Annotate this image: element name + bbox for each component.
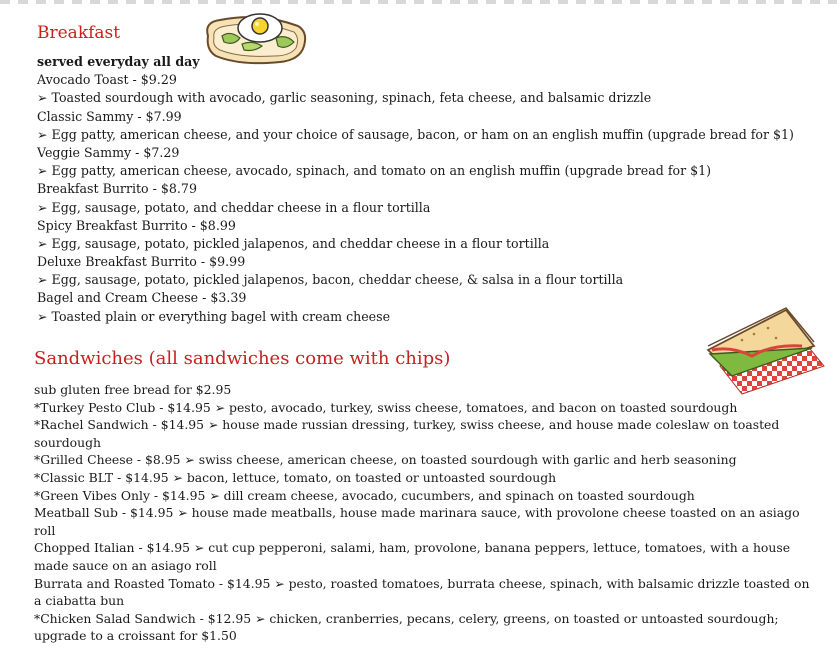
menu-item-description: ➢ Egg patty, american cheese, and your choice of sausage, bacon, or ham on an english muffin (upgrade bread for $1) (37, 126, 794, 142)
menu-item-description: ➢ Egg patty, american cheese, avocado, spinach, and tomato on an english muffin (upgrade bread for $1) (37, 163, 712, 179)
sandwiches-heading: Sandwiches (all sandwiches come with chips) (34, 348, 451, 369)
menu-item: Avocado Toast - $9.29 (37, 72, 177, 88)
menu-item: Meatball Sub - $14.95 ➢ house made meatballs, house made marinara sauce, with provolone cheese toasted on an asiago roll (34, 505, 800, 538)
gluten-free-note: sub gluten free bread for $2.95 (34, 382, 232, 397)
menu-item: Veggie Sammy - $7.29 (37, 144, 180, 160)
menu-item-description: ➢ Toasted sourdough with avocado, garlic seasoning, spinach, feta cheese, and balsamic drizzle (37, 90, 652, 106)
breakfast-heading: Breakfast (37, 23, 121, 43)
menu-item-description: ➢ Egg, sausage, potato, and cheddar cheese in a flour tortilla (37, 199, 431, 215)
sandwiches-menu (34, 381, 814, 645)
menu-item: Spicy Breakfast Burrito - $8.99 (37, 217, 236, 233)
menu-item: *Turkey Pesto Club - $14.95 ➢ pesto, avocado, turkey, swiss cheese, tomatoes, and bacon on toasted sourdough (34, 399, 738, 415)
menu-item-description: ➢ Egg, sausage, potato, pickled jalapenos, bacon, cheddar cheese, & salsa in a flour tortilla (37, 272, 624, 288)
top-dashed-border (0, 0, 837, 4)
menu-item: Deluxe Breakfast Burrito - $9.99 (37, 254, 246, 270)
menu-item: Burrata and Roasted Tomato - $14.95 ➢ pesto, roasted tomatoes, burrata cheese, spinach, with balsamic drizzle toasted on a ciabatta bun (34, 575, 810, 609)
menu-item-description: ➢ Egg, sausage, potato, pickled jalapenos, and cheddar cheese in a flour tortilla (37, 235, 550, 251)
menu-item: Breakfast Burrito - $8.79 (37, 181, 197, 197)
menu-item: Chopped Italian - $14.95 ➢ cut cup pepperoni, salami, ham, provolone, banana peppers, lettuce, tomatoes, with a house made sauce on an asiago roll (34, 540, 791, 573)
menu-item: Classic Sammy - $7.99 (37, 108, 182, 124)
menu-item: *Rachel Sandwich - $14.95 ➢ house made russian dressing, turkey, swiss cheese, and house made coleslaw on toasted sourdough (34, 417, 780, 450)
menu-item: *Green Vibes Only - $14.95 ➢ dill cream cheese, avocado, cucumbers, and spinach on toasted sourdough (34, 487, 695, 503)
breakfast-served-note: served everyday all day (37, 54, 200, 69)
menu-item: *Grilled Cheese - $8.95 ➢ swiss cheese, american cheese, on toasted sourdough with garlic and herb seasoning (34, 452, 737, 468)
breakfast-menu (37, 53, 794, 326)
menu-item: Bagel and Cream Cheese - $3.39 (37, 290, 247, 306)
menu-item: *Classic BLT - $14.95 ➢ bacon, lettuce, tomato, on toasted or untoasted sourdough (34, 469, 557, 485)
menu-item-description: ➢ Toasted plain or everything bagel with cream cheese (37, 308, 391, 324)
menu-item: *Chicken Salad Sandwich - $12.95 ➢ chicken, cranberries, pecans, celery, greens, on toasted or untoasted sourdough; upgrade to a croissant for $1.50 (34, 610, 779, 644)
